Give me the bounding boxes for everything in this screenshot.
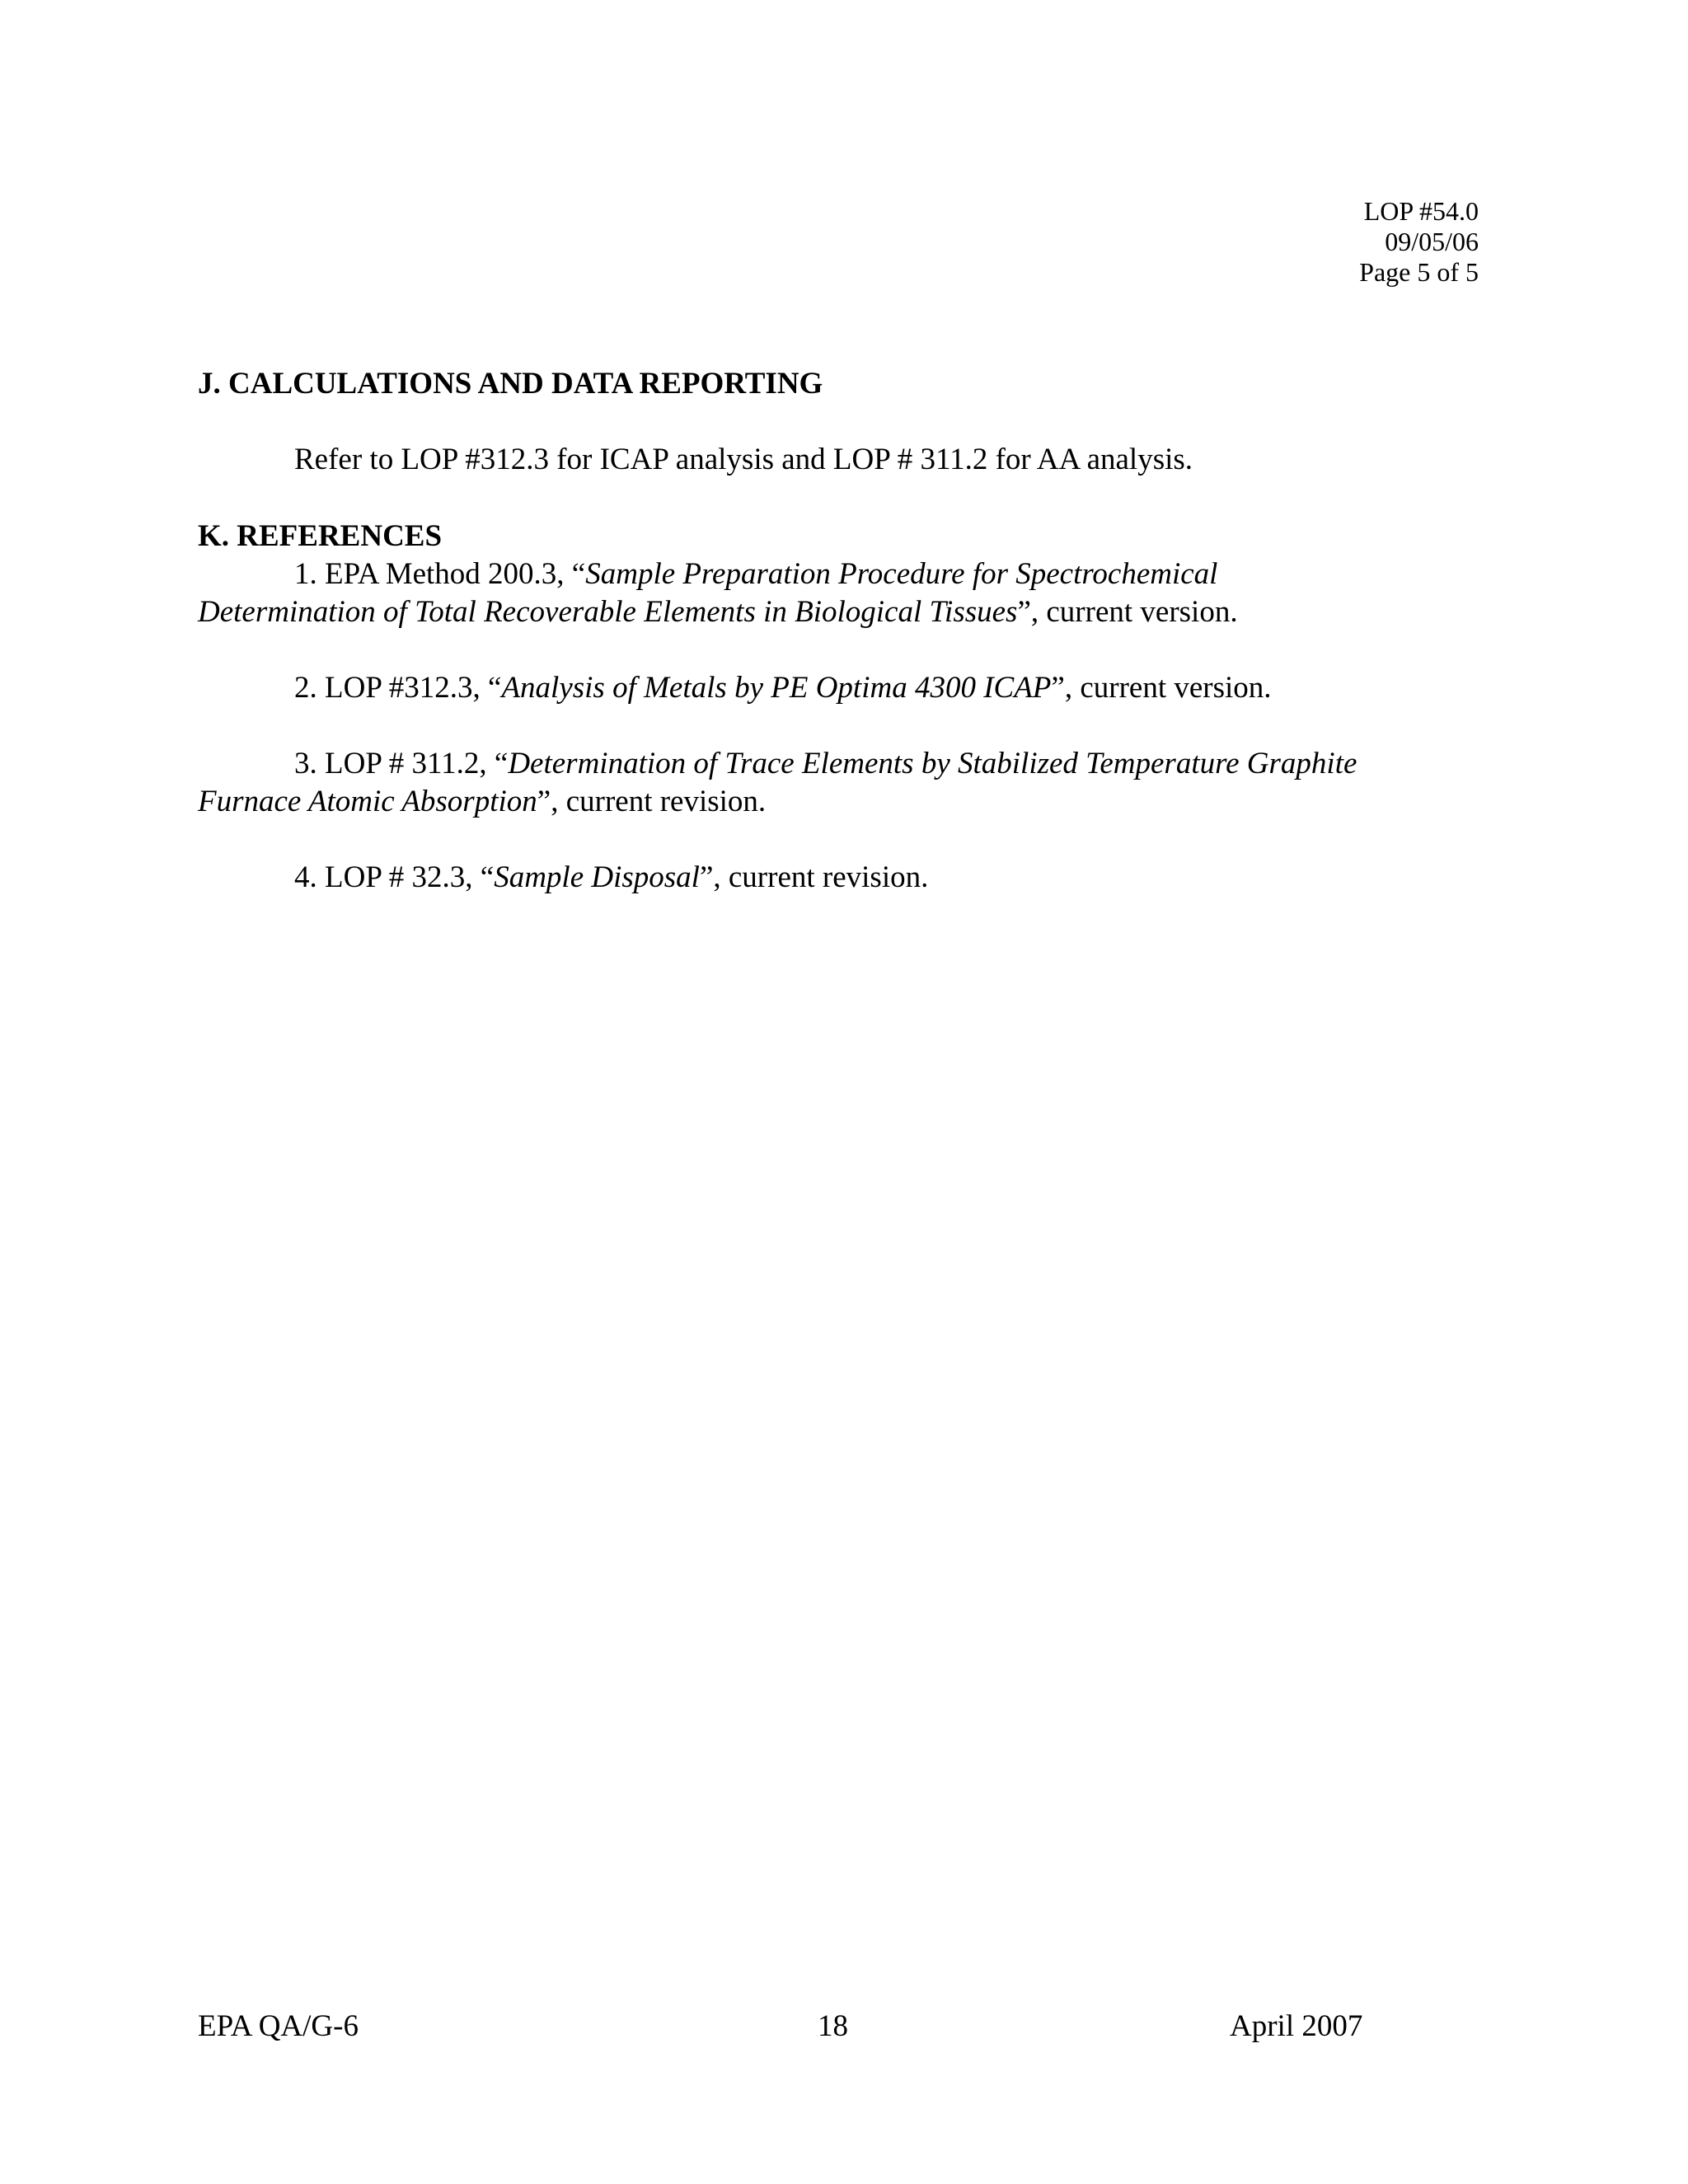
document-header <box>1359 196 1479 288</box>
reference-2-title: Analysis of Metals by PE Optima 4300 ICAP <box>501 671 1052 705</box>
reference-item-2 <box>198 669 1484 707</box>
reference-3-title-line2: Furnace Atomic Absorption <box>198 785 537 818</box>
reference-item-4 <box>198 859 1484 897</box>
section-j-body: Refer to LOP #312.3 for ICAP analysis and LOP # 311.2 for AA analysis. <box>294 443 1193 476</box>
reference-1-title-line1: Sample Preparation Procedure for Spectrochemical <box>585 557 1218 591</box>
reference-3-prefix: 3. LOP # 311.2, “ <box>294 747 509 780</box>
lop-number: LOP #54.0 <box>1363 196 1479 226</box>
reference-4-prefix: 4. LOP # 32.3, “ <box>294 860 495 894</box>
reference-2-prefix: 2. LOP #312.3, “ <box>294 671 502 705</box>
reference-3-suffix: ”, current revision. <box>537 785 767 818</box>
reference-1-title-line2: Determination of Total Recoverable Elements in Biological Tissues <box>198 595 1018 629</box>
reference-4-suffix: ”, current revision. <box>699 860 929 894</box>
reference-1-suffix: ”, current version. <box>1017 595 1238 629</box>
reference-1-prefix: 1. EPA Method 200.3, “ <box>294 557 586 591</box>
footer-document-id: EPA QA/G-6 <box>198 2009 359 2043</box>
page-indicator: Page 5 of 5 <box>1359 257 1479 287</box>
reference-4-title: Sample Disposal <box>494 860 700 894</box>
reference-item-1 <box>198 555 1484 631</box>
footer-page-number: 18 <box>818 2009 848 2043</box>
reference-2-suffix: ”, current version. <box>1051 671 1272 705</box>
footer-date: April 2007 <box>1230 2009 1363 2043</box>
header-date: 09/05/06 <box>1385 227 1479 256</box>
reference-item-3 <box>198 745 1484 821</box>
section-j-heading: J. CALCULATIONS AND DATA REPORTING <box>198 367 823 401</box>
section-k-heading: K. REFERENCES <box>198 519 443 553</box>
reference-3-title-line1: Determination of Trace Elements by Stabilized Temperature Graphite <box>508 747 1357 780</box>
